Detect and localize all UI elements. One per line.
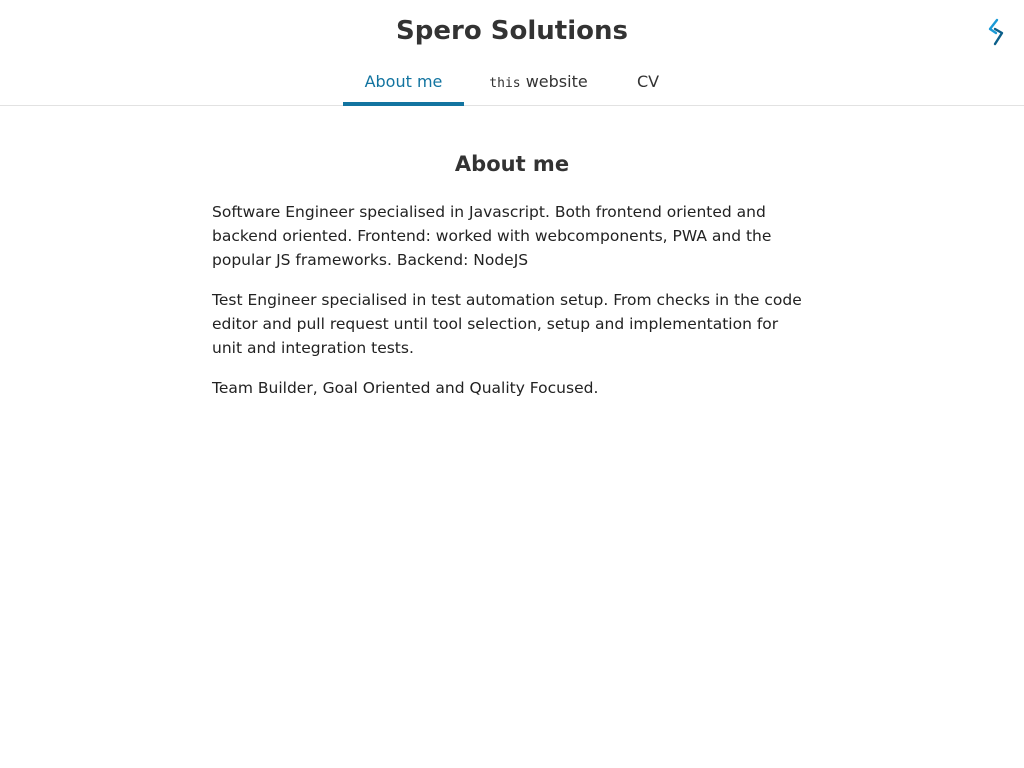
tab-cv[interactable] <box>613 64 683 106</box>
tab-about-me-label: About me <box>364 72 443 91</box>
spero-logo-icon[interactable] <box>986 18 1006 46</box>
page-title: About me <box>454 152 570 176</box>
about-paragraph-test: Test Engineer specialised in test automation setup. From checks in the code editor and pull request until tool selection, setup and implementation for unit and integration tests. <box>212 291 802 357</box>
site-header <box>0 0 1024 106</box>
about-paragraph-software: Software Engineer specialised in Javascript. Both frontend oriented and backend oriented. Frontend: worked with webcomponents, PWA and the popular JS frameworks. Backend: NodeJS <box>212 203 772 269</box>
site-title: Spero Solutions <box>396 16 628 46</box>
tab-about-me[interactable] <box>343 64 464 106</box>
main-nav-tabs <box>343 64 683 106</box>
main-content <box>212 106 812 400</box>
tab-this-website-label: website <box>525 72 588 91</box>
tab-this-website-code: this <box>489 76 521 91</box>
tab-cv-label: CV <box>636 72 660 91</box>
tab-this-website[interactable] <box>464 64 613 106</box>
about-paragraph-team: Team Builder, Goal Oriented and Quality Focused. <box>212 379 599 397</box>
